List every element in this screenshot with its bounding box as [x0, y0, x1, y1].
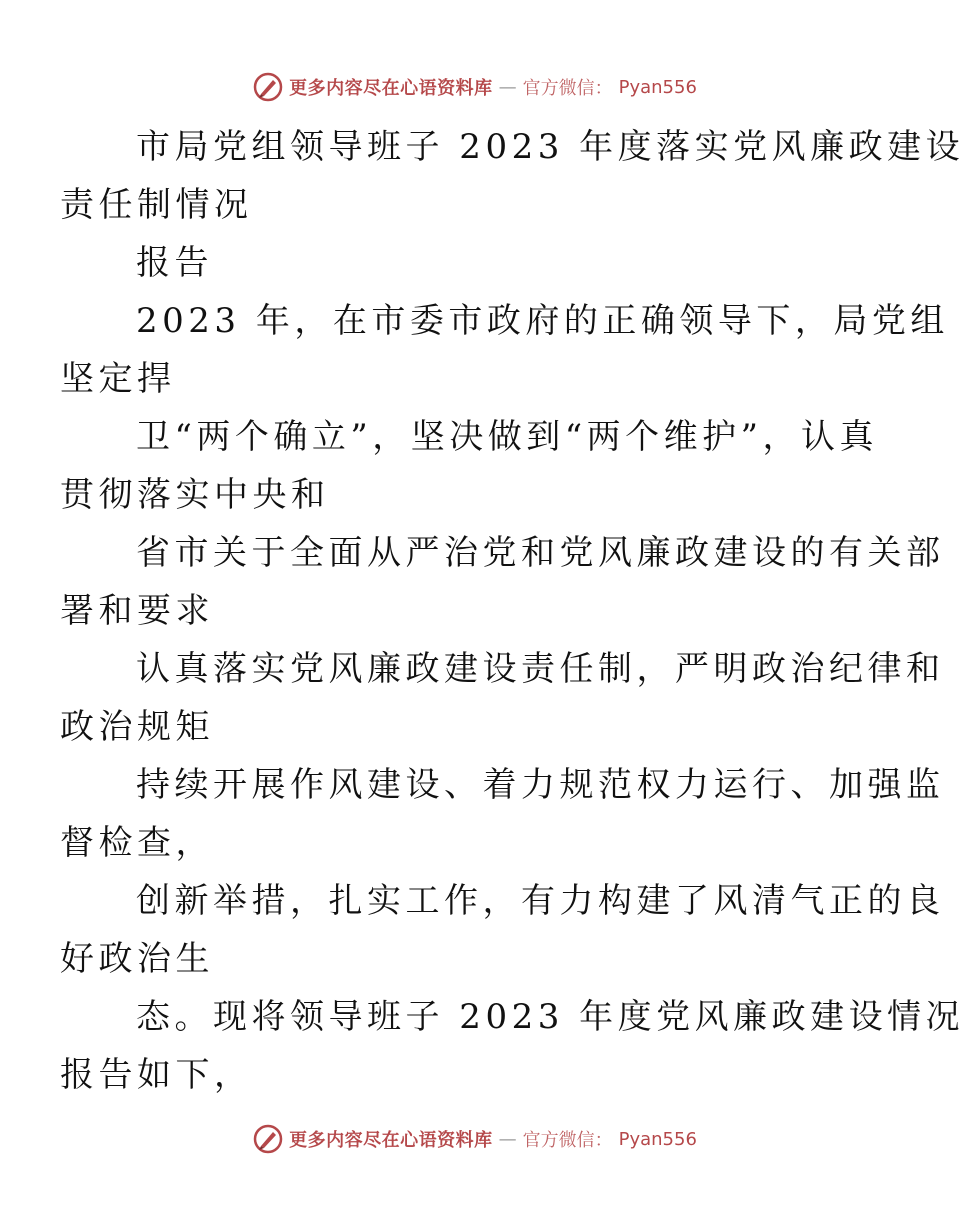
paragraph-line: 卫“两个确立”，坚决做到“两个维护”，认真	[136, 417, 879, 457]
pen-logo-icon	[253, 1124, 283, 1154]
document-body	[60, 118, 964, 1104]
paragraph-line: 报告	[136, 243, 213, 283]
paragraph	[60, 118, 964, 234]
paragraph-line: 市局党组领导班子 2023 年度落实党风廉政建设	[136, 127, 964, 167]
paragraph	[60, 292, 949, 408]
header-watermark	[0, 72, 950, 102]
paragraph-line-continued: 坚定捍	[60, 359, 176, 399]
watermark-main-text: 更多内容尽在心语资料库	[289, 78, 493, 99]
watermark-separator: —	[498, 76, 517, 98]
paragraph-line-continued: 督检查，	[60, 823, 214, 863]
paragraph-line-continued: 贯彻落实中央和	[60, 475, 330, 515]
paragraph	[60, 524, 945, 640]
paragraph-line: 态。现将领导班子 2023 年度党风廉政建设情况	[136, 997, 964, 1037]
paragraph	[60, 872, 945, 988]
paragraph-line: 省市关于全面从严治党和党风廉政建设的有关部	[136, 533, 945, 573]
paragraph-line-continued: 政治规矩	[60, 707, 214, 747]
paragraph	[60, 988, 964, 1104]
paragraph-line: 持续开展作风建设、着力规范权力运行、加强监	[136, 765, 945, 805]
paragraph-line-continued: 署和要求	[60, 591, 214, 631]
footer-watermark	[0, 1124, 950, 1154]
paragraph-line: 创新举措，扎实工作，有力构建了风清气正的良	[136, 881, 945, 921]
watermark-separator: —	[498, 1128, 517, 1150]
watermark-main-text: 更多内容尽在心语资料库	[289, 1130, 493, 1151]
paragraph	[98, 234, 858, 292]
paragraph-line-continued: 报告如下，	[60, 1055, 253, 1095]
watermark-sub-text: 官方微信：	[522, 78, 613, 99]
paragraph	[60, 640, 945, 756]
paragraph	[60, 756, 945, 872]
watermark-sub-text: 官方微信：	[522, 1130, 613, 1151]
watermark-wechat-id: Pyan556	[618, 76, 697, 98]
paragraph-line: 2023 年，在市委市政府的正确领导下，局党组	[136, 301, 949, 341]
paragraph-line: 认真落实党风廉政建设责任制，严明政治纪律和	[136, 649, 945, 689]
pen-logo-icon	[253, 72, 283, 102]
watermark-wechat-id: Pyan556	[618, 1128, 697, 1150]
paragraph-line-continued: 责任制情况	[60, 185, 253, 225]
paragraph-line-continued: 好政治生	[60, 939, 214, 979]
paragraph	[60, 408, 879, 524]
